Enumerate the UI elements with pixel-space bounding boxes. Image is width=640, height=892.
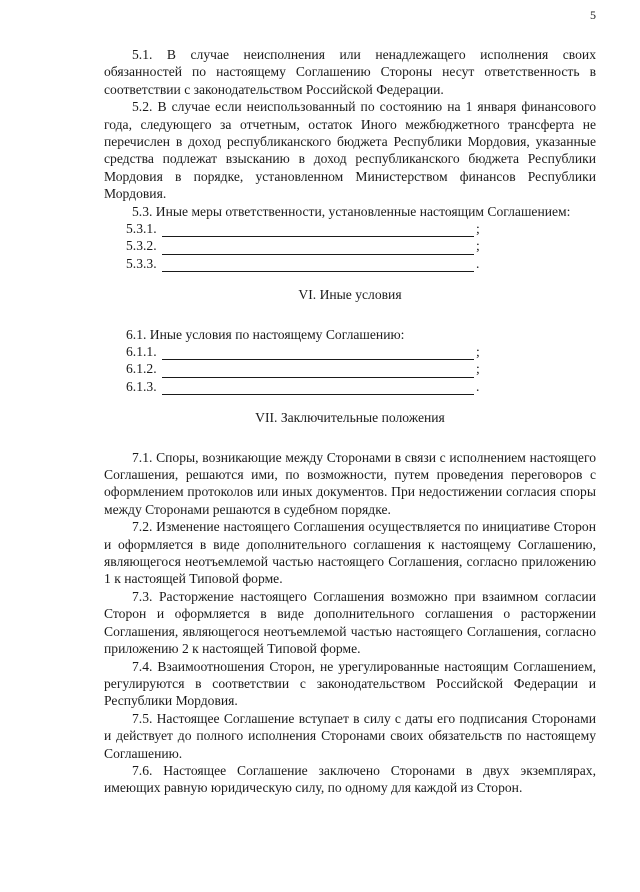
- section-6: [104, 326, 596, 396]
- clause-6-1-1: [104, 343, 596, 360]
- clause-5-3-3: [104, 255, 596, 272]
- clause-5-1: 5.1. В случае неисполнения или ненадлежащего исполнения своих обязанностей по настоящему Соглашению Стороны несут ответственность в соответствии с законодательством Российской Федерации.: [104, 47, 596, 97]
- clause-7-1: 7.1. Споры, возникающие между Сторонами в связи с исполнением настоящего Соглашения, решаются ими, по возможности, путем проведения переговоров с оформлением протоколов или иных документов. При недостижении согласия споры между Сторонами решаются в судебном порядке.: [104, 449, 596, 517]
- clause-7-3: 7.3. Расторжение настоящего Соглашения возможно при взаимном согласии Сторон и оформляется в виде дополнительного соглашения о расторжении Соглашения, являющегося неотъемлемой частью настоящего Соглашения, согласно приложению 2 к настоящей Типовой форме.: [104, 588, 596, 657]
- document-body: [104, 46, 596, 797]
- item-number: 5.3.3.: [126, 255, 157, 271]
- section-7: [104, 449, 596, 797]
- clause-7-5: 7.5. Настоящее Соглашение вступает в силу с даты его подписания Сторонами и действует до полного исполнения Сторонами своих обязательств по настоящему Соглашению.: [104, 710, 596, 761]
- page-number: 5: [590, 8, 596, 22]
- clause-7-6: 7.6. Настоящее Соглашение заключено Сторонами в двух экземплярах, имеющих равную юридическую силу, по одному для каждой из Сторон.: [104, 762, 596, 796]
- section-7-heading: VII. Заключительные положения: [255, 410, 445, 426]
- item-number: 6.1.3.: [126, 378, 157, 394]
- item-terminator: ;: [476, 238, 480, 254]
- clause-5-3-2: [104, 237, 596, 254]
- item-number: 6.1.1.: [126, 344, 157, 360]
- blank-line: [162, 258, 474, 272]
- blank-line: [162, 223, 474, 237]
- clause-5-2: 5.2. В случае если неиспользованный по состоянию на 1 января финансового года, следующего за отчетным, остаток Иного межбюджетного трансферта не перечислен в доход республиканского бюджета Республики Мордовия, указанные средства подлежат взысканию в доход республиканского бюджета Республики Мордовия в порядке, установленном Министерством финансов Республики Мордовия.: [104, 99, 596, 202]
- item-terminator: ;: [476, 361, 480, 377]
- clause-6-1: 6.1. Иные условия по настоящему Соглашению:: [126, 326, 405, 342]
- section-6-heading: VI. Иные условия: [298, 287, 402, 303]
- clause-6-1-2: [104, 360, 596, 377]
- item-number: 6.1.2.: [126, 361, 157, 377]
- clause-7-2: 7.2. Изменение настоящего Соглашения осуществляется по инициативе Сторон и оформляется в виде дополнительного соглашения к настоящему Соглашению, являющегося неотъемлемой частью настоящего Соглашения, согласно приложению 1 к настоящей Типовой форме.: [104, 519, 596, 587]
- section-5: [104, 46, 596, 272]
- item-number: 5.3.2.: [126, 238, 157, 254]
- item-terminator: .: [476, 378, 480, 394]
- blank-line: [162, 346, 474, 360]
- blank-line: [162, 364, 474, 378]
- clause-7-4: 7.4. Взаимоотношения Сторон, не урегулированные настоящим Соглашением, регулируются в соответствии с законодательством Российской Федерации и Республики Мордовия.: [104, 658, 596, 709]
- item-terminator: .: [476, 255, 480, 271]
- item-terminator: ;: [476, 344, 480, 360]
- item-number: 5.3.1.: [126, 221, 157, 237]
- item-terminator: ;: [476, 221, 480, 237]
- blank-line: [162, 241, 474, 255]
- clause-6-1-3: [104, 378, 596, 395]
- clause-5-3-1: [104, 220, 596, 237]
- clause-5-3: 5.3. Иные меры ответственности, установленные настоящим Соглашением:: [132, 203, 571, 219]
- blank-line: [162, 381, 474, 395]
